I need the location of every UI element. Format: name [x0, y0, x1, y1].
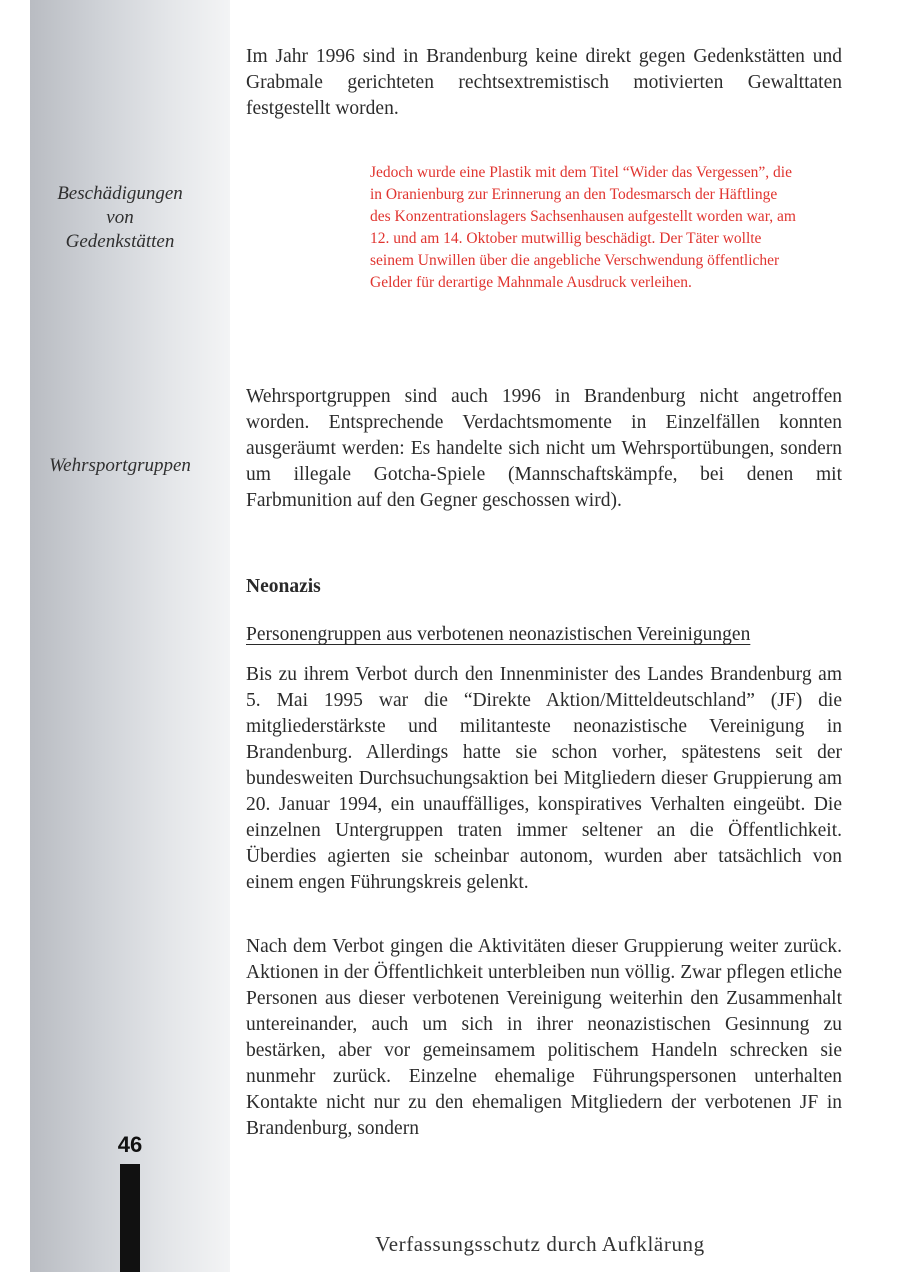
margin-heading-damage-line1: Beschädigungen — [57, 183, 183, 204]
margin-heading-damage-line3: Gedenkstätten — [65, 231, 175, 252]
paragraph-red-highlight: Jedoch wurde eine Plastik mit dem Titel “Wider das Vergessen”, die in Oranienburg zur Erinnerung an den Todesmarsch der Häftlinge des Konzentrationslagers Sachsenhausen aufgestellt worden war, am 12. und am 14. Oktober mutwillig beschädigt. Der Täter wollte seinem Unwillen über die angebliche Verschwendung öffentlicher Gelder für derartige Mahnmale Ausdruck verleihen. — [370, 164, 796, 291]
margin-heading-damage — [40, 182, 200, 254]
section-title: Neonazis — [246, 576, 321, 597]
footer-text: Verfassungsschutz durch Aufklärung — [375, 1232, 705, 1256]
page-number: 46 — [117, 1132, 143, 1157]
paragraph-4: Nach dem Verbot gingen die Aktivitäten dieser Gruppierung weiter zurück. Aktionen in der Öffentlichkeit unterbleiben nun völlig. Zwar pflegen etliche Personen aus dieser verbotenen Vereinigung weiterhin den Zusammenhalt untereinander, auch um sich in ihrer neonazistischen Gesinnung zu bestärken, aber vor gemeinsamem politischem Handeln schrecken sie nunmehr zurück. Einzelne ehemalige Führungspersonen unterhalten Kontakte nicht nur zu den ehemaligen Mitgliedern der verbotenen JF in Brandenburg, sondern — [246, 936, 842, 1139]
paragraph-1: Im Jahr 1996 sind in Brandenburg keine direkt gegen Gedenkstätten und Grabmale gerichteten rechtsextremistisch motivierten Gewalttaten festgestellt worden. — [246, 46, 842, 119]
margin-heading-groups: Wehrsportgruppen — [49, 455, 191, 476]
subheading: Personengruppen aus verbotenen neonazistischen Vereinigungen — [246, 624, 751, 645]
paragraph-3: Bis zu ihrem Verbot durch den Innenminister des Landes Brandenburg am 5. Mai 1995 war die “Direkte Aktion/Mitteldeutschland” (JF) die mitgliederstärkste und militanteste neonazistische Vereinigung in Brandenburg. Allerdings hatte sie schon vorher, spätestens seit der bundesweiten Durchsuchungsaktion bei Mitgliedern dieser Gruppierung am 20. Januar 1994, ein unauffälliges, konspiratives Verhalten eingeübt. Die einzelnen Untergruppen traten immer seltener an die Öffentlichkeit. Überdies agierten sie scheinbar autonom, wurden aber tatsächlich von einem engen Führungskreis gelenkt. — [246, 664, 842, 893]
margin-heading-damage-line2: von — [106, 207, 134, 228]
page-number-bar — [120, 1164, 140, 1272]
paragraph-2: Wehrsportgruppen sind auch 1996 in Brandenburg nicht angetroffen worden. Entsprechende Verdachtsmomente in Einzelfällen konnten ausgeräumt werden: Es handelte sich nicht um Wehrsportübungen, sondern um illegale Gotcha-Spiele (Mannschaftskämpfe, bei denen mit Farbmunition auf den Gegner geschossen wird). — [246, 386, 842, 511]
page-edge — [0, 0, 30, 1272]
